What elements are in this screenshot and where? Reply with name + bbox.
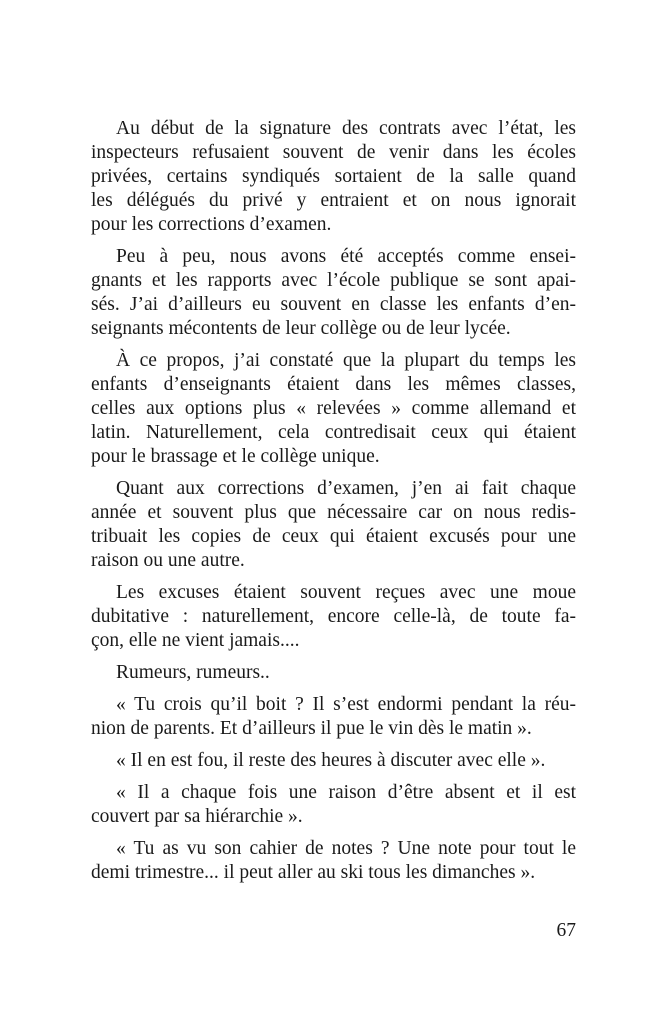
text-line: « Tu crois qu’il boit ? Il s’est endormi pendant la réu- — [116, 694, 576, 715]
paragraph — [91, 581, 576, 653]
text-line: raison ou une autre. — [91, 550, 245, 571]
paragraph — [91, 661, 576, 685]
text-line: À ce propos, j’ai constaté que la plupart du temps les — [116, 350, 576, 371]
text-line: Quant aux corrections d’examen, j’en ai fait chaque — [116, 478, 576, 499]
text-line: les délégués du privé y entraient et on nous ignorait — [91, 190, 576, 211]
text-line: sés. J’ai d’ailleurs eu souvent en classe les enfants d’en- — [91, 294, 576, 315]
paragraph — [91, 117, 576, 237]
text-line: seignants mécontents de leur collège ou de leur lycée. — [91, 318, 511, 339]
text-line: nion de parents. Et d’ailleurs il pue le vin dès le matin ». — [91, 718, 532, 739]
paragraph — [91, 693, 576, 741]
text-line: « Il en est fou, il reste des heures à discuter avec elle ». — [116, 750, 546, 771]
text-line: Les excuses étaient souvent reçues avec une moue — [116, 582, 576, 603]
paragraph — [91, 749, 576, 773]
text-line: gnants et les rapports avec l’école publique se sont apai- — [91, 270, 576, 291]
text-line: Peu à peu, nous avons été acceptés comme ensei- — [116, 246, 576, 267]
paragraph — [91, 245, 576, 341]
paragraph — [91, 837, 576, 885]
text-line: inspecteurs refusaient souvent de venir dans les écoles — [91, 142, 576, 163]
text-line: çon, elle ne vient jamais.... — [91, 630, 300, 651]
text-line: année et souvent plus que nécessaire car on nous redis- — [91, 502, 576, 523]
text-line: « Tu as vu son cahier de notes ? Une note pour tout le — [116, 838, 576, 859]
paragraph — [91, 477, 576, 573]
text-line: « Il a chaque fois une raison d’être absent et il est — [116, 782, 576, 803]
text-line: latin. Naturellement, cela contredisait ceux qui étaient — [91, 422, 576, 443]
text-line: tribuait les copies de ceux qui étaient excusés pour une — [91, 526, 576, 547]
text-line: couvert par sa hiérarchie ». — [91, 806, 303, 827]
text-line: pour le brassage et le collège unique. — [91, 446, 380, 467]
text-line: enfants d’enseignants étaient dans les mêmes classes, — [91, 374, 576, 395]
text-line: celles aux options plus « relevées » comme allemand et — [91, 398, 576, 419]
text-line: Au début de la signature des contrats avec l’état, les — [116, 118, 576, 139]
text-line: Rumeurs, rumeurs.. — [116, 662, 270, 683]
text-line: pour les corrections d’examen. — [91, 214, 332, 235]
page-body — [91, 117, 576, 893]
text-line: demi trimestre... il peut aller au ski tous les dimanches ». — [91, 862, 536, 883]
text-line: privées, certains syndiqués sortaient de la salle quand — [91, 166, 576, 187]
paragraph — [91, 349, 576, 469]
page-number: 67 — [556, 920, 576, 941]
paragraph — [91, 781, 576, 829]
text-line: dubitative : naturellement, encore celle-là, de toute fa- — [91, 606, 576, 627]
